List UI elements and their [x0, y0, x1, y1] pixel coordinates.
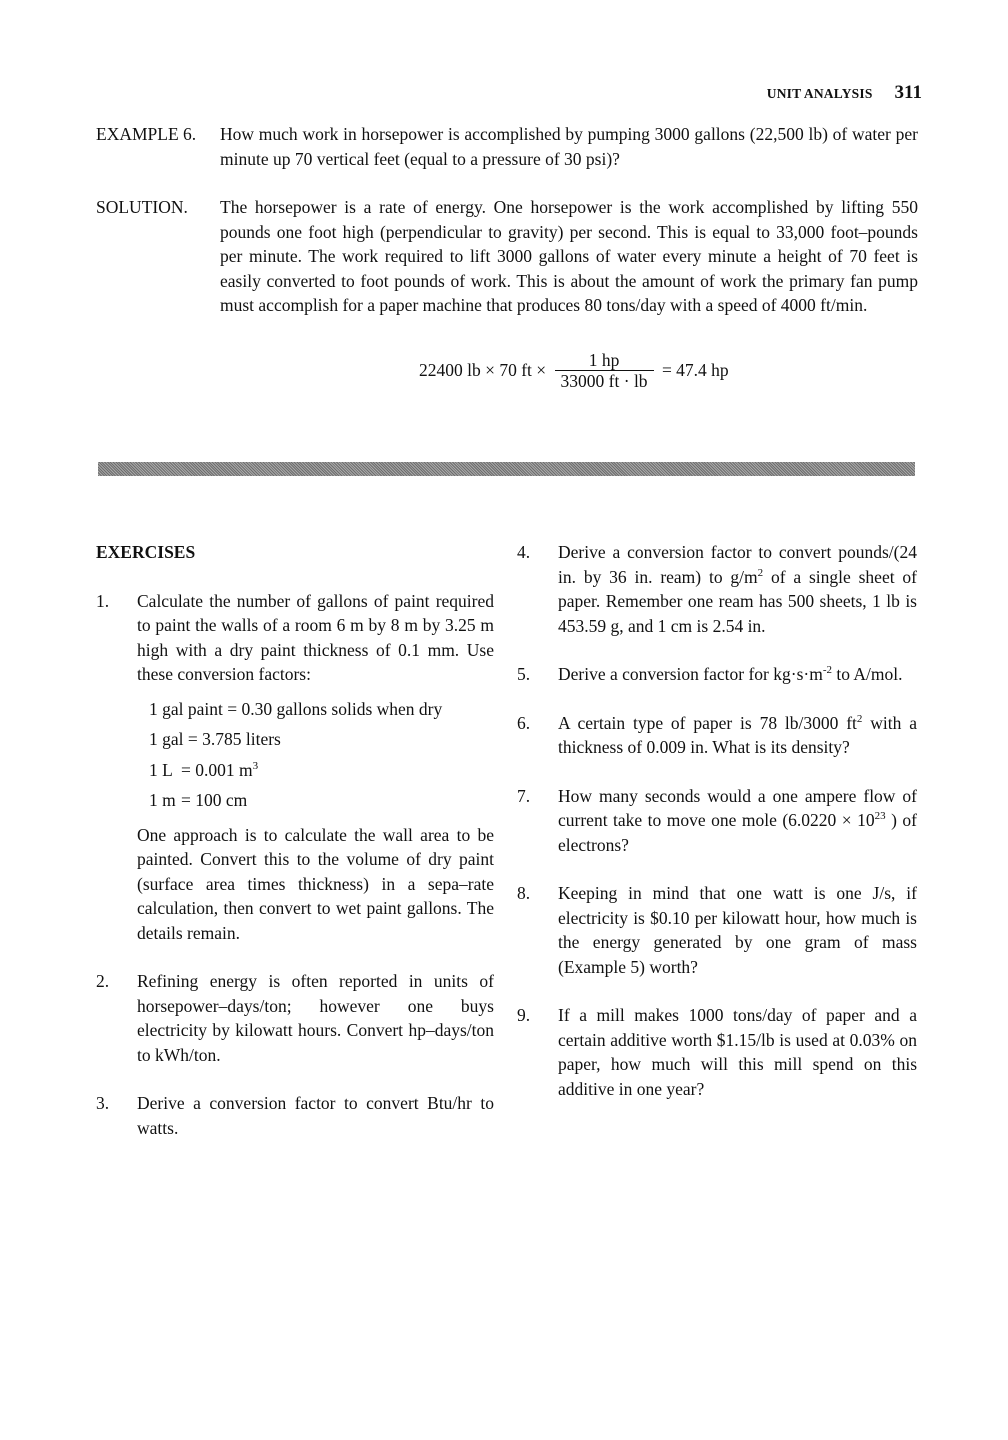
example-text: How much work in horsepower is accomplished by pumping 3000 gallons (22,500 lb) of water per minute up 70 vertical feet (equal to a pressure of 30 psi)? — [220, 124, 918, 169]
solution-text: The horsepower is a rate of energy. One horsepower is the work accomplished by lifting 550 pounds one foot high (perpendicular to gravity) per second. This is equal to 33,000 foot–pounds per minute. The work required to lift 3000 gallons of water every minute a height of 70 feet is easily converted to foot pounds of work. This is about the amount of work the primary fan pump must accomplish for a paper machine that produces 80 tons/day with a speed of 4000 ft/min. — [220, 197, 918, 315]
exercise-3 — [96, 1091, 494, 1140]
factor-3: 1 L = 0.001 $m^3$ — [149, 759, 259, 780]
exercise-text: Calculate the number of gallons of paint required to paint the walls of a room 6 m by 8 m by 3.25 m high with a dry paint thickness of 0.1 mm. Use these conversion factors: — [137, 590, 494, 684]
factor-1: 1 gal paint = 0.30 gallons solids when dry — [149, 698, 443, 719]
exercises-left-column — [96, 540, 494, 1164]
page-number: 311 — [894, 82, 922, 103]
exercise-9 — [517, 1003, 917, 1101]
exercise-text: Keeping in mind that one watt is one J/s, if electricity is $0.10 per kilowatt hour, how much is the energy generated by one gram of mass (Example 5) worth? — [558, 883, 917, 977]
equation-denominator: 33000 ft · lb — [555, 370, 654, 391]
exercise-number: 7. — [517, 785, 531, 806]
conversion-factors — [149, 697, 494, 813]
exercise-6 — [517, 711, 917, 760]
exercise-number: 8. — [517, 883, 531, 903]
exercise-5 — [517, 662, 917, 687]
exercise-text: A certain type of paper is 78 lb/3000 $ft^2$ with a thickness of 0.009 in. What is its density? — [558, 712, 917, 757]
example-6 — [96, 122, 918, 171]
solution-label: SOLUTION. — [96, 197, 188, 217]
factor-4: 1 m = 100 cm — [149, 790, 248, 810]
solution — [96, 195, 918, 318]
example-label: EXAMPLE 6. — [96, 124, 197, 144]
exercise-number: 1. — [96, 590, 110, 611]
equation — [419, 350, 729, 391]
exercise-2 — [96, 969, 494, 1067]
exercise-7 — [517, 784, 917, 858]
exercise-4 — [517, 540, 917, 638]
factor-2: 1 gal = 3.785 liters — [149, 729, 281, 749]
exercise-text: Derive a conversion factor for $kg\cdot s\cdot m^{-2}$ to A/mol. — [558, 664, 903, 684]
exercise-1 — [96, 589, 494, 946]
exercise-note: One approach is to calculate the wall area to be painted. Convert this to the volume of dry paint (surface area times thickness) in a sepa–rate calculation, then convert to wet paint gallons. The details remain. — [137, 824, 494, 943]
exercise-number: 6. — [517, 712, 531, 733]
exercise-number: 5. — [517, 664, 531, 684]
section-divider — [98, 462, 915, 476]
exercise-text: Refining energy is often reported in units of horsepower–days/ton; however one buys electricity by kilowatt hours. Convert hp–days/ton to kWh/ton. — [137, 971, 494, 1065]
exercises-right-column — [517, 540, 917, 1125]
equation-fraction — [555, 350, 654, 391]
exercise-number: 4. — [517, 542, 531, 562]
exercise-text: Derive a conversion factor to convert Btu/hr to watts. — [137, 1093, 494, 1138]
exercise-number: 9. — [517, 1005, 531, 1025]
running-header — [767, 80, 922, 107]
exercise-number: 3. — [96, 1093, 110, 1113]
exercise-number: 2. — [96, 971, 110, 991]
exercise-text: Derive a conversion factor to convert pounds/(24 in. by 36 in. ream) to $g/m^2$ of a single sheet of paper. Remember one ream has 500 sheets, 1 lb is 453.59 g, and 1 cm is 2.54 in. — [558, 542, 917, 636]
exercise-text: If a mill makes 1000 tons/day of paper and a certain additive worth $1.15/lb is used at 0.03% on paper, how much will this mill spend on this additive in one year? — [558, 1005, 917, 1099]
equation-rhs: = 47.4 hp — [661, 360, 729, 381]
exercises-heading: EXERCISES — [96, 542, 196, 562]
running-title: UNIT ANALYSIS — [766, 86, 873, 101]
equation-numerator: 1 hp — [588, 350, 620, 370]
equation-lhs: 22400 lb × 70 ft × — [419, 360, 547, 381]
exercise-text: How many seconds would a one ampere flow of current take to move one mole ($6.0220 \times 10^{23}$ ) of electrons? — [558, 785, 917, 855]
exercise-8 — [517, 881, 917, 979]
